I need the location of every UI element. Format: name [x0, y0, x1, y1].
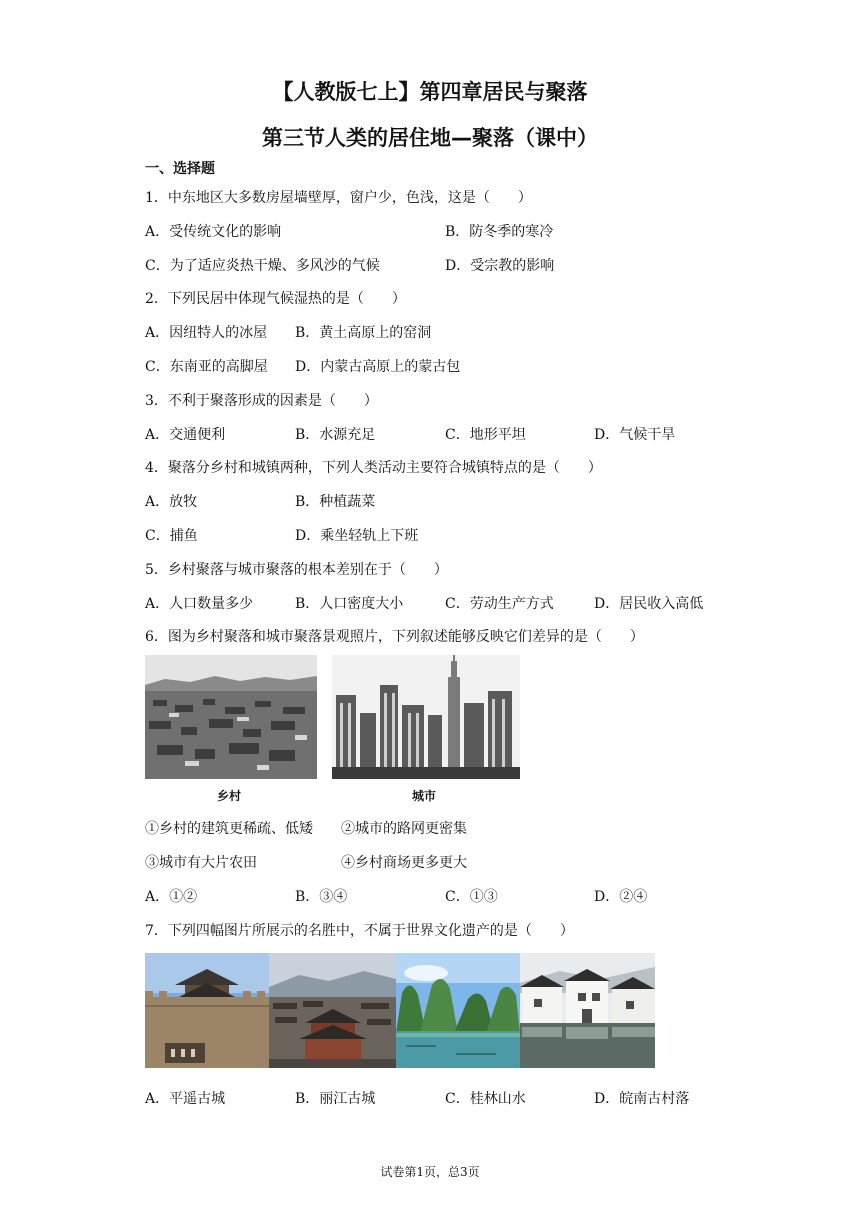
question-4-option-a: A．放牧: [145, 494, 198, 510]
question-1-option-b: B．防冬季的寒冷: [445, 224, 554, 240]
rural-settlement-photo: [145, 655, 317, 779]
question-3-option-a: A．交通便利: [145, 427, 226, 443]
guilin-landscape-photo: [396, 953, 520, 1068]
question-5-option-d: D．居民收入高低: [594, 596, 704, 612]
question-2-option-a: A．因纽特人的冰屋: [145, 325, 268, 341]
question-6-option-a: A．①②: [145, 889, 198, 905]
lijiang-old-town-photo: [269, 953, 396, 1068]
question-4-stem: 4．聚落分乡村和城镇两种，下列人类活动主要符合城镇特点的是（ ）: [145, 460, 602, 476]
question-7-option-c: C．桂林山水: [445, 1091, 526, 1107]
section-heading: 一、选择题: [145, 161, 215, 177]
question-1-option-d: D．受宗教的影响: [445, 258, 555, 274]
question-3-option-b: B．水源充足: [295, 427, 376, 443]
question-5-stem: 5．乡村聚落与城市聚落的根本差别在于（ ）: [145, 562, 448, 578]
question-7-stem: 7．下列四幅图片所展示的名胜中，不属于世界文化遗产的是（ ）: [145, 923, 574, 939]
question-4-option-b: B．种植蔬菜: [295, 494, 376, 510]
document-subtitle: 第三节人类的居住地—聚落（课中）: [262, 126, 598, 150]
question-6-stem: 6．图为乡村聚落和城市聚落景观照片，下列叙述能够反映它们差异的是（ ）: [145, 629, 644, 645]
city-settlement-photo: [332, 655, 520, 779]
question-6-statement-4: ④乡村商场更多更大: [341, 855, 467, 871]
question-4-option-c: C．捕鱼: [145, 528, 198, 544]
question-5-option-a: A．人口数量多少: [145, 596, 254, 612]
city-photo-caption: 城市: [412, 789, 437, 803]
question-4-option-d: D．乘坐轻轨上下班: [295, 528, 419, 544]
question-7-option-d: D．皖南古村落: [594, 1091, 690, 1107]
document-title: 【人教版七上】第四章居民与聚落: [272, 80, 588, 104]
question-7-option-a: A．平遥古城: [145, 1091, 226, 1107]
question-6-option-b: B．③④: [295, 889, 348, 905]
question-6-statement-3: ③城市有大片农田: [145, 855, 257, 871]
question-7-option-b: B．丽江古城: [295, 1091, 376, 1107]
page-footer: 试卷第1页，总3页: [380, 1165, 480, 1179]
question-3-stem: 3．不利于聚落形成的因素是（ ）: [145, 393, 378, 409]
rural-photo-caption: 乡村: [217, 789, 242, 803]
question-6-option-d: D．②④: [594, 889, 648, 905]
pingyao-city-wall-photo: [145, 953, 269, 1068]
question-6-statement-1: ①乡村的建筑更稀疏、低矮: [145, 821, 313, 837]
question-6-statement-2: ②城市的路网更密集: [341, 821, 467, 837]
question-3-option-c: C．地形平坦: [445, 427, 526, 443]
question-2-option-b: B．黄土高原上的窑洞: [295, 325, 432, 341]
question-3-option-d: D．气候干旱: [594, 427, 676, 443]
question-2-option-d: D．内蒙古高原上的蒙古包: [295, 359, 461, 375]
question-2-option-c: C．东南亚的高脚屋: [145, 359, 268, 375]
question-5-option-c: C．劳动生产方式: [445, 596, 554, 612]
anhui-village-photo: [520, 953, 655, 1068]
question-2-stem: 2．下列民居中体现气候湿热的是（ ）: [145, 291, 406, 307]
question-1-stem: 1．中东地区大多数房屋墙壁厚，窗户少，色浅，这是（ ）: [145, 190, 532, 206]
question-5-option-b: B．人口密度大小: [295, 596, 404, 612]
question-6-option-c: C．①③: [445, 889, 498, 905]
question-1-option-c: C．为了适应炎热干燥、多风沙的气候: [145, 258, 380, 274]
question-1-option-a: A．受传统文化的影响: [145, 224, 282, 240]
